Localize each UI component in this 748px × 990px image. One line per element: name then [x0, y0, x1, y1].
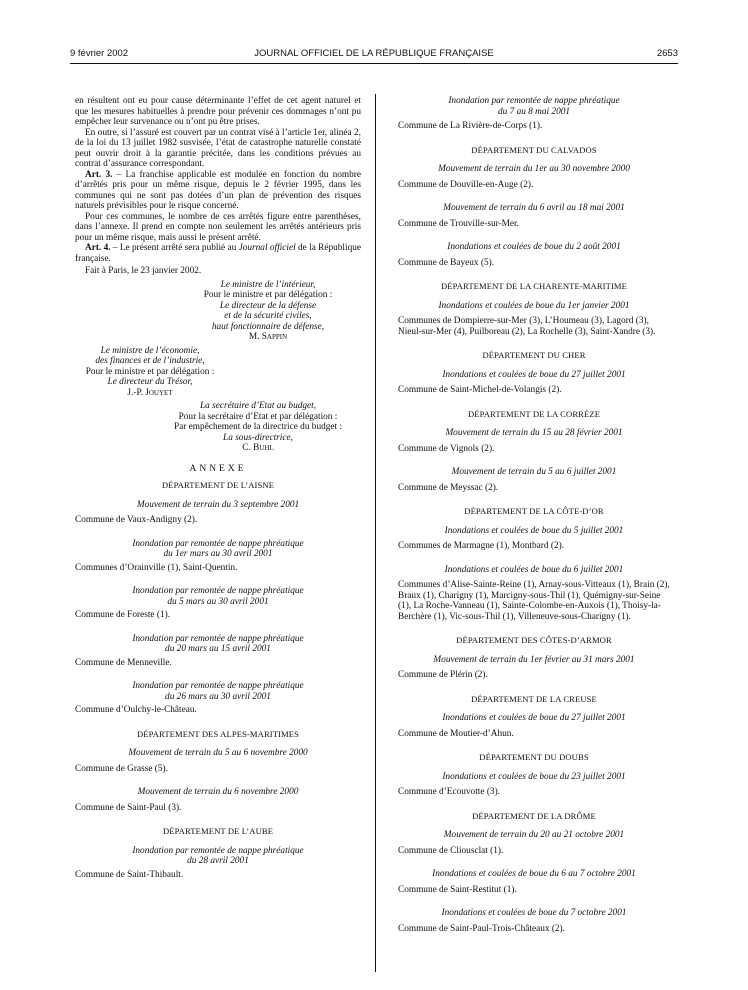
event-heading: Inondation par remontée de nappe phréatique: [132, 845, 304, 856]
communes-line: Commune de La Rivière-de-Corps (1).: [398, 121, 543, 131]
event-heading: Inondation par remontée de nappe phréatique: [132, 586, 304, 596]
event-heading: Mouvement de terrain du 5 au 6 novembre 2000: [128, 748, 308, 758]
journal-name: Journal officiel: [238, 243, 296, 253]
article-label: Art. 4.: [85, 243, 111, 253]
signature-line: Le ministre de l’intérieur,: [220, 279, 316, 290]
event-heading: Mouvement de terrain du 15 au 28 février 2001: [445, 428, 623, 438]
event-heading: Inondations et coulées de boue du 5 juillet 2001: [444, 525, 624, 536]
header-title: JOURNAL OFFICIEL DE LA RÉPUBLIQUE FRANÇAISE: [254, 48, 494, 59]
signature-block-economie: [75, 346, 225, 399]
communes-line: Commune de Saint-Paul-Trois-Châteaux (2).: [398, 923, 565, 934]
signature-line: haut fonctionnaire de défense,: [211, 321, 325, 332]
signature-line: des finances et de l’industrie,: [95, 356, 205, 366]
department-heading: DÉPARTEMENT DES CÔTES-D’ARMOR: [456, 635, 612, 645]
event-heading: Mouvement de terrain du 6 avril au 18 mai 2001: [443, 203, 625, 213]
left-column: [75, 96, 361, 880]
event-heading: Mouvement de terrain du 5 au 6 juillet 2001: [451, 467, 617, 477]
article-text: – La franchise applicable est modulée en fonction du nombre d’arrêtés pris pour un même risque, depuis le 2 février 1995, dans les communes qui ne sont pas dotées d’un plan de prévention des risques naturels prévisibles pour le risque concerné.: [75, 169, 361, 211]
department-heading: DÉPARTEMENT DE LA DRÔME: [472, 810, 596, 821]
communes-line: Communes d’Alise-Sainte-Reine (1), Arnay-sous-Vitteaux (1), Brain (2), Braux (1), Charigny (1), Marcigny-sous-Thil (1), Quémigny-sur-Seine (1), La Roche-Vanneau (1), Sainte-Colombe-en-Auxois (1), Thoisy-la-Berchère (1), Vic-sous-Thil (1), Villeneuve-sous-Charigny (1).: [398, 580, 670, 622]
paragraph: Pour ces communes, le nombre de ces arrêtés figure entre parenthèses, dans l’annexe. Il prend en compte non seulement les arrêtés antérieurs pris pour un même risque, mais aussi le présent arrêté.: [75, 211, 361, 243]
communes-line: Commune de Foreste (1).: [75, 610, 171, 620]
signature-line: Le ministre de l’économie,: [100, 345, 200, 356]
column-divider: [375, 94, 376, 972]
department-heading: DÉPARTEMENT DE L’AUBE: [162, 826, 274, 836]
department-heading: DÉPARTEMENT DU CHER: [482, 350, 586, 360]
event-heading: Mouvement de terrain du 20 au 21 octobre 2001: [443, 830, 625, 840]
article-label: Art. 3.: [85, 169, 113, 180]
signature-line: La sous-directrice,: [223, 432, 293, 443]
paragraph: En outre, si l’assuré est couvert par un contrat visé à l’article 1er, alinéa 2, de la loi du 13 juillet 1982 susvisée, l’état de catastrophe naturelle constaté peut ouvrir droit à la garantie précitée, dans les conditions prévues au contrat d’assurance correspondant.: [75, 127, 361, 169]
communes-line: Communes de Dompierre-sur-Mer (3), L’Houmeau (3), Lagord (3), Nieul-sur-Mer (4), Puilboreau (2), La Rochelle (3), Saint-Xandre (3).: [398, 316, 656, 337]
event-heading: Inondations et coulées de boue du 27 juillet 2001: [442, 713, 626, 723]
communes-line: Commune de Douville-en-Auge (2).: [398, 179, 534, 190]
event-heading: Inondations et coulées de boue du 23 juillet 2001: [442, 771, 626, 782]
communes-line: Commune de Meyssac (2).: [398, 482, 499, 493]
signature-line: et de la sécurité civiles,: [224, 311, 312, 321]
header-page-number: 2653: [656, 48, 678, 59]
event-heading: Inondation par remontée de nappe phréatique: [448, 96, 620, 106]
signature-line: Le directeur du Trésor,: [107, 377, 193, 387]
communes-line: Commune de Plérin (2).: [398, 670, 488, 680]
event-heading: Mouvement de terrain du 3 septembre 2001: [136, 499, 300, 510]
signature-line: Par empêchement de la directrice du budget :: [173, 422, 343, 432]
event-heading: du 1er mars au 30 avril 2001: [163, 549, 273, 559]
article-text: – Le présent arrêté sera publié au: [110, 243, 239, 253]
communes-line: Commune de Vignols (2).: [398, 443, 495, 454]
event-heading: Inondations et coulées de boue du 7 octobre 2001: [441, 908, 627, 918]
signature-block-interieur: [175, 280, 361, 343]
communes-line: Commune de Vaux-Andigny (2).: [75, 515, 198, 525]
article-3: [75, 170, 361, 212]
communes-line: Commune de Trouville-sur-Mer.: [398, 218, 519, 229]
event-heading: Inondations et coulées de boue du 2 août 2001: [447, 242, 621, 252]
communes-line: Commune de Saint-Michel-de-Volangis (2).: [398, 385, 562, 395]
communes-line: Commune de Saint-Restitut (1).: [398, 884, 517, 895]
event-heading: du 5 mars au 30 avril 2001: [167, 596, 269, 607]
article-text: de la République française.: [75, 243, 362, 264]
header-date: 9 février 2002: [70, 48, 129, 59]
signature-line: Pour le ministre et par délégation :: [203, 290, 333, 300]
header-rule: [70, 63, 678, 64]
department-heading: DÉPARTEMENT DES ALPES-MARITIMES: [136, 728, 300, 739]
event-heading: Inondations et coulées de boue du 27 juillet 2001: [442, 369, 626, 380]
department-heading: DÉPARTEMENT DU CALVADOS: [471, 144, 597, 155]
event-heading: Inondation par remontée de nappe phréatique: [132, 633, 304, 644]
right-column: [398, 96, 670, 934]
event-heading: Inondations et coulées de boue du 6 juillet 2001: [444, 564, 624, 575]
communes-line: Commune de Grasse (5).: [75, 763, 168, 774]
communes-line: Commune de Saint-Thibault.: [75, 869, 184, 880]
signature-line: Pour le ministre et par délégation :: [85, 366, 215, 377]
department-heading: DÉPARTEMENT DE LA CORRÈZE: [467, 408, 601, 419]
communes-line: Commune d’Ecouvotte (3).: [398, 787, 500, 797]
signature-line: Pour la secrétaire d’Etat et par délégation :: [178, 411, 338, 422]
communes-line: Commune de Bayeux (5).: [398, 257, 495, 268]
communes-line: Commune de Menneville.: [75, 657, 172, 668]
communes-line: Commune de Saint-Paul (3).: [75, 802, 182, 813]
event-heading: Inondation par remontée de nappe phréatique: [132, 681, 304, 691]
event-heading: du 20 mars au 15 avril 2001: [165, 644, 271, 654]
event-heading: Inondation par remontée de nappe phréatique: [132, 538, 304, 549]
communes-line: Commune d’Oulchy-le-Château.: [75, 705, 197, 715]
department-heading: DÉPARTEMENT DE LA CÔTE-D’OR: [464, 506, 604, 516]
event-heading: Mouvement de terrain du 1er au 30 novembre 2000: [438, 164, 630, 174]
page-header: [70, 48, 678, 62]
event-heading: du 28 avril 2001: [187, 856, 249, 866]
department-heading: DÉPARTEMENT DU DOUBS: [479, 752, 589, 762]
event-heading: du 26 mars au 30 avril 2001: [165, 691, 271, 702]
communes-line: Commune de Cliousclat (1).: [398, 845, 504, 856]
paragraph: en résultent ont eu pour cause déterminante l’effet de cet agent naturel et que les mesures habituelles à prendre pour prévenir ces dommages n’ont pu empêcher leur survenance ou n’ont pu être prises.: [75, 96, 361, 127]
event-heading: Mouvement de terrain du 6 novembre 2000: [137, 787, 299, 797]
event-heading: Mouvement de terrain du 1er février au 31 mars 2001: [433, 654, 635, 665]
department-heading: DÉPARTEMENT DE LA CREUSE: [471, 693, 597, 704]
communes-line: Communes d’Orainville (1), Saint-Quentin.: [75, 562, 238, 573]
signing-place-date: Fait à Paris, le 23 janvier 2002.: [85, 266, 202, 276]
department-heading: DÉPARTEMENT DE LA CHARENTE-MARITIME: [440, 281, 628, 291]
signature-line: Le directeur de la défense: [219, 300, 317, 311]
department-heading: DÉPARTEMENT DE L’AISNE: [161, 480, 275, 490]
event-heading: Inondations et coulées de boue du 6 au 7 octobre 2001: [432, 869, 636, 879]
communes-line: Communes de Marmagne (1), Montbard (2).: [398, 541, 565, 551]
annexe-title: ANNEXE: [189, 463, 247, 474]
signatory-name: M. Sappin: [248, 332, 288, 342]
signatory-name: C. Buhl: [242, 443, 274, 453]
communes-line: Commune de Moutier-d’Ahun.: [398, 728, 514, 739]
article-4: [75, 243, 361, 264]
event-heading: du 7 au 8 mai 2001: [497, 106, 571, 117]
signatory-name: J.-P. Jouyet: [127, 387, 173, 398]
signature-block-budget: [155, 401, 361, 454]
signature-line: La secrétaire d’Etat au budget,: [199, 401, 317, 411]
event-heading: Inondations et coulées de boue du 1er janvier 2001: [438, 300, 630, 311]
